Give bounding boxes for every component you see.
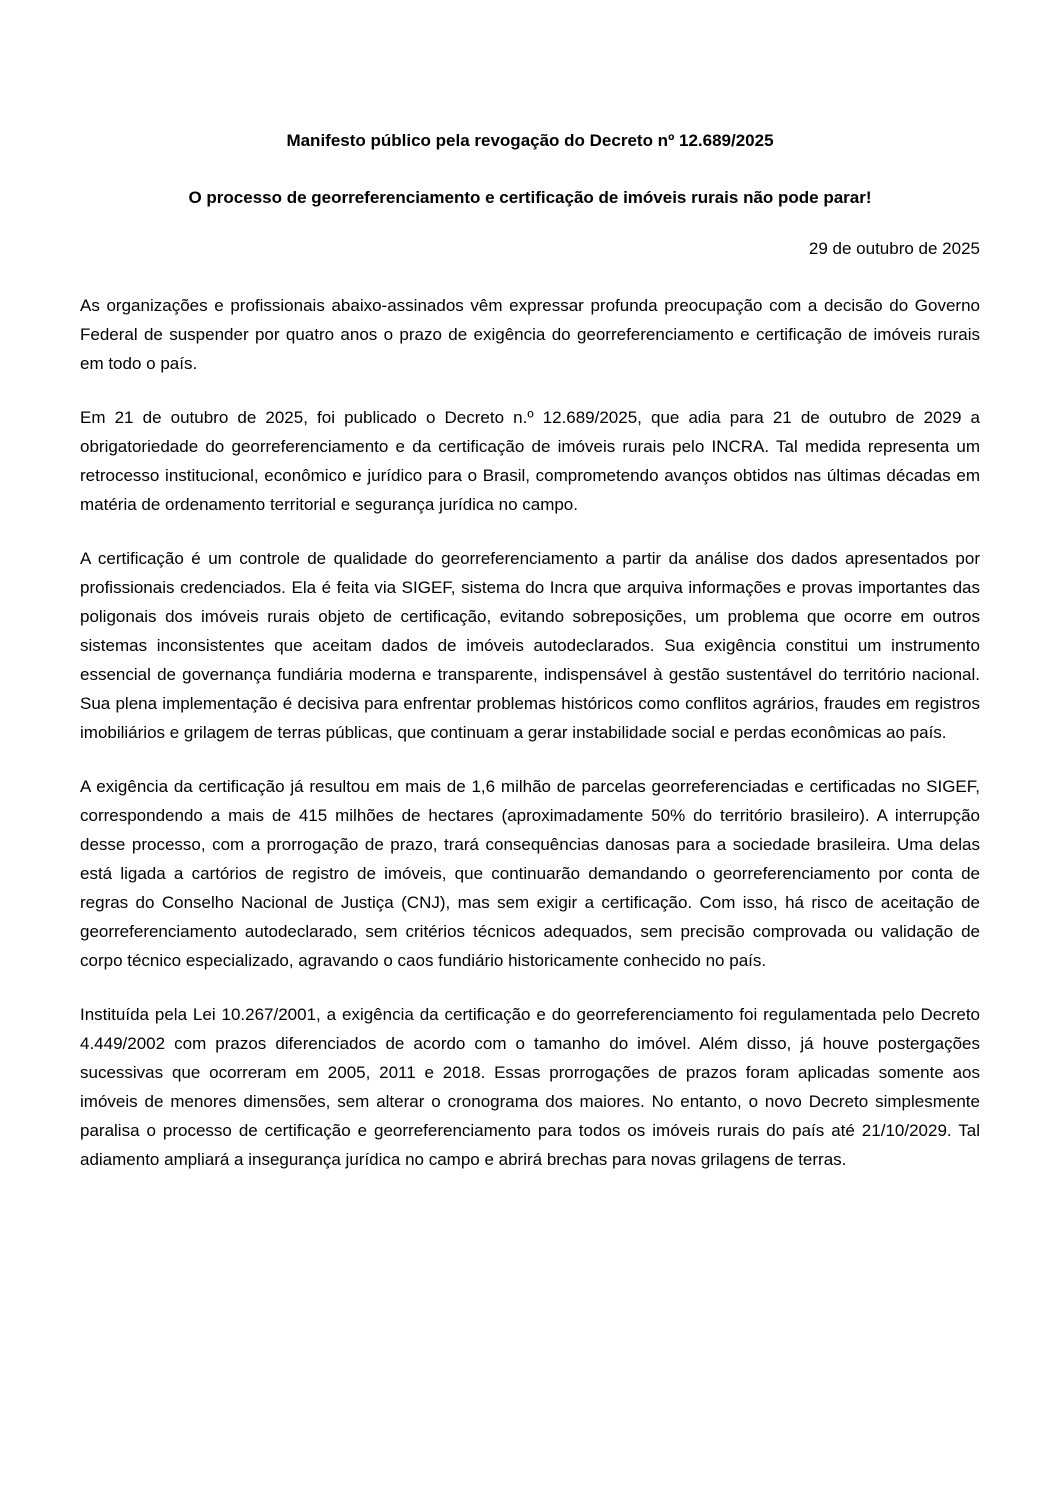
document-subtitle: O processo de georreferenciamento e certificação de imóveis rurais não pode parar! [188, 188, 872, 207]
document-date: 29 de outubro de 2025 [808, 239, 980, 258]
paragraph-4: A exigência da certificação já resultou em mais de 1,6 milhão de parcelas georreferenciadas e certificadas no SIGEF, correspondendo a mais de 415 milhões de hectares (aproximadamente 50% do território brasileiro). A interrupção desse processo, com a prorrogação de prazo, trará consequências danosas para a sociedade brasileira. Uma delas está ligada a cartórios de registro de imóveis, que continuarão demandando o georreferenciamento por conta de regras do Conselho Nacional de Justiça (CNJ), mas sem exigir a certificação. Com isso, há risco de aceitação de georreferenciamento autodeclarado, sem critérios técnicos adequados, sem precisão comprovada ou validação de corpo técnico especializado, agravando o caos fundiário historicamente conhecido no país. [80, 777, 980, 970]
paragraph-1: As organizações e profissionais abaixo-assinados vêm expressar profunda preocupação com a decisão do Governo Federal de suspender por quatro anos o prazo de exigência do georreferenciamento e certificação de imóveis rurais em todo o país. [80, 296, 980, 373]
document-title: Manifesto público pela revogação do Decreto nº 12.689/2025 [286, 131, 774, 150]
paragraph-3: A certificação é um controle de qualidade do georreferenciamento a partir da análise dos dados apresentados por profissionais credenciados. Ela é feita via SIGEF, sistema do Incra que arquiva informações e provas importantes das poligonais dos imóveis rurais objeto de certificação, evitando sobreposições, um problema que ocorre em outros sistemas inconsistentes que aceitam dados de imóveis autodeclarados. Sua exigência constitui um instrumento essencial de governança fundiária moderna e transparente, indispensável à gestão sustentável do território nacional. Sua plena implementação é decisiva para enfrentar problemas históricos como conflitos agrários, fraudes em registros imobiliários e grilagem de terras públicas, que continuam a gerar instabilidade social e perdas econômicas ao país. [80, 549, 980, 742]
paragraph-2: Em 21 de outubro de 2025, foi publicado o Decreto n.º 12.689/2025, que adia para 21 de outubro de 2029 a obrigatoriedade do georreferenciamento e da certificação de imóveis rurais pelo INCRA. Tal medida representa um retrocesso institucional, econômico e jurídico para o Brasil, comprometendo avanços obtidos nas últimas décadas em matéria de ordenamento territorial e segurança jurídica no campo. [80, 408, 980, 514]
paragraph-5: Instituída pela Lei 10.267/2001, a exigência da certificação e do georreferenciamento foi regulamentada pelo Decreto 4.449/2002 com prazos diferenciados de acordo com o tamanho do imóvel. Além disso, já houve postergações sucessivas que ocorreram em 2005, 2011 e 2018. Essas prorrogações de prazos foram aplicadas somente aos imóveis de menores dimensões, sem alterar o cronograma dos maiores. No entanto, o novo Decreto simplesmente paralisa o processo de certificação e georreferenciamento para todos os imóveis rurais do país até 21/10/2029. Tal adiamento ampliará a insegurança jurídica no campo e abrirá brechas para novas grilagens de terras. [80, 1005, 980, 1169]
